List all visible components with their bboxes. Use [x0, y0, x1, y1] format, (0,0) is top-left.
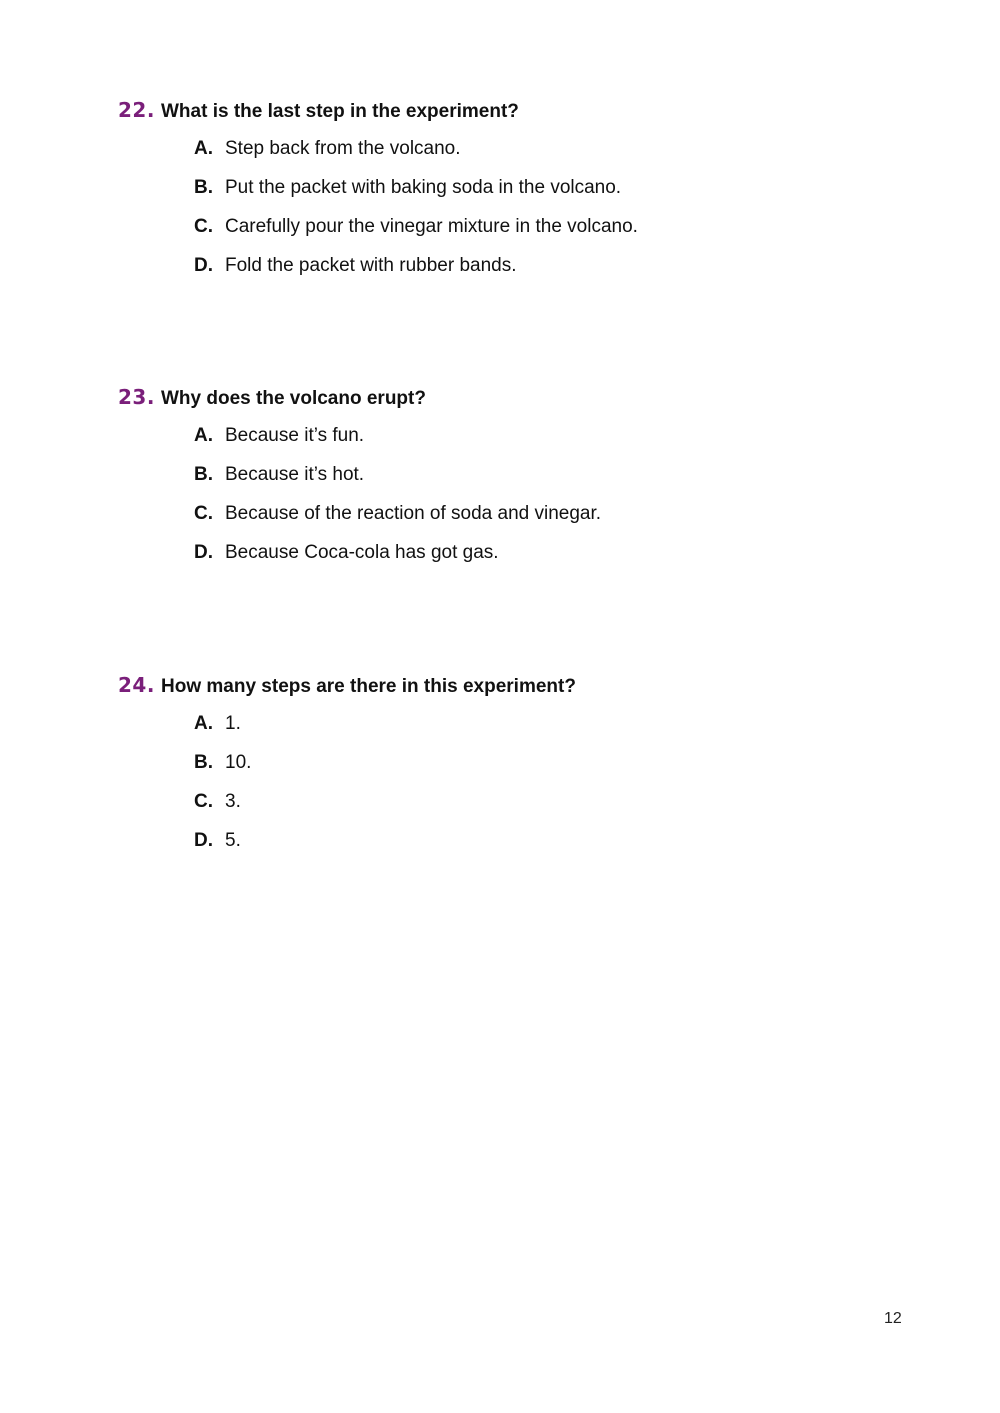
question-23: [118, 385, 938, 581]
option-b[interactable]: [194, 177, 938, 216]
option-d[interactable]: [194, 542, 938, 581]
option-letter: A.: [194, 425, 213, 446]
option-text: 3.: [225, 791, 241, 812]
option-letter: D.: [194, 830, 213, 851]
option-b[interactable]: [194, 752, 938, 791]
option-letter: C.: [194, 216, 213, 237]
option-letter: B.: [194, 464, 213, 485]
option-a[interactable]: [194, 425, 938, 464]
question-number: 23.: [118, 385, 155, 409]
option-letter: D.: [194, 542, 213, 563]
question-header: [118, 385, 938, 413]
option-c[interactable]: [194, 216, 938, 255]
answer-options: [118, 138, 938, 294]
option-letter: A.: [194, 713, 213, 734]
option-letter: C.: [194, 503, 213, 524]
option-text: 1.: [225, 713, 241, 734]
option-letter: D.: [194, 255, 213, 276]
option-d[interactable]: [194, 255, 938, 294]
option-text: Fold the packet with rubber bands.: [225, 255, 517, 276]
option-c[interactable]: [194, 503, 938, 542]
option-text: 5.: [225, 830, 241, 851]
option-text: Put the packet with baking soda in the volcano.: [225, 177, 622, 198]
answer-options: [118, 713, 938, 869]
question-header: [118, 98, 938, 126]
option-letter: B.: [194, 177, 213, 198]
option-text: Because it’s hot.: [225, 464, 365, 485]
answer-options: [118, 425, 938, 581]
option-a[interactable]: [194, 138, 938, 177]
question-text: How many steps are there in this experiment?: [161, 676, 576, 697]
question-22: [118, 98, 938, 294]
question-text: What is the last step in the experiment?: [161, 101, 519, 122]
option-text: Because it’s fun.: [225, 425, 365, 446]
option-d[interactable]: [194, 830, 938, 869]
option-c[interactable]: [194, 791, 938, 830]
question-number: 22.: [118, 98, 155, 122]
option-text: Step back from the volcano.: [225, 138, 461, 159]
option-letter: A.: [194, 138, 213, 159]
option-text: 10.: [225, 752, 252, 773]
option-b[interactable]: [194, 464, 938, 503]
option-text: Carefully pour the vinegar mixture in the volcano.: [225, 216, 638, 237]
option-letter: B.: [194, 752, 213, 773]
question-header: [118, 673, 938, 701]
question-text: Why does the volcano erupt?: [161, 388, 426, 409]
option-text: Because Coca-cola has got gas.: [225, 542, 499, 563]
question-number: 24.: [118, 673, 155, 697]
option-letter: C.: [194, 791, 213, 812]
question-24: [118, 673, 938, 869]
option-a[interactable]: [194, 713, 938, 752]
option-text: Because of the reaction of soda and vinegar.: [225, 503, 602, 524]
page-number: 12: [884, 1310, 902, 1327]
